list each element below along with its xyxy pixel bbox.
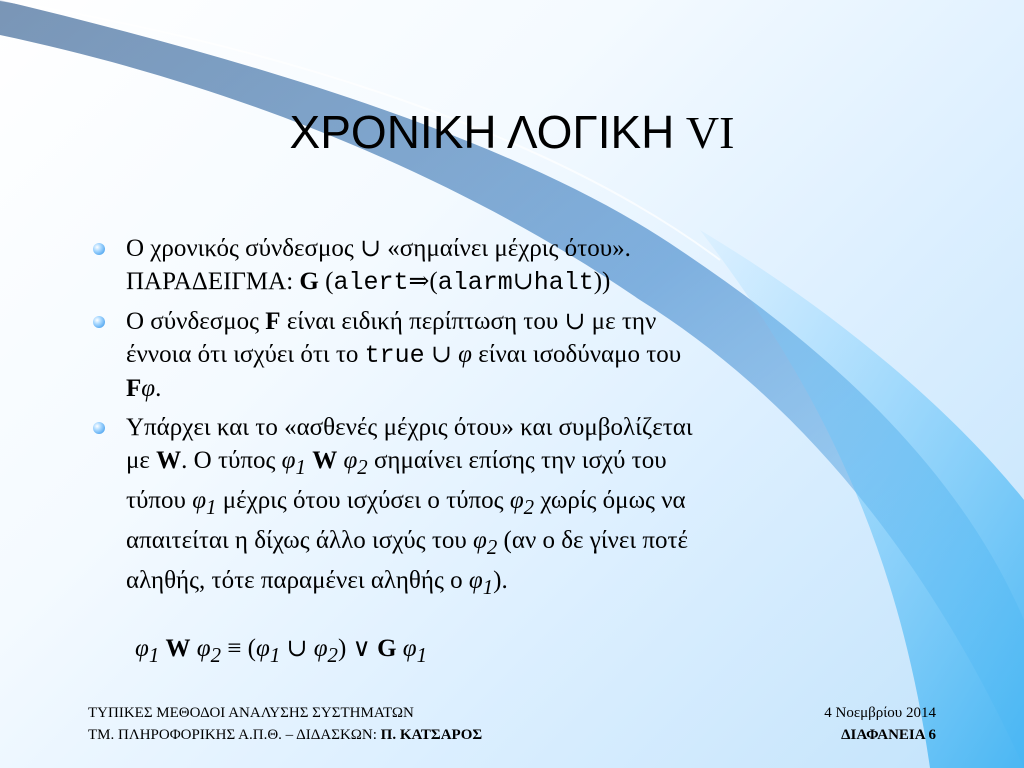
until-symbol: ∪ [512,268,534,295]
finally-operator: F [265,308,281,335]
var-halt: halt [533,268,594,297]
bullet-3-line-3: τύπου $\varphi_1$ μέχρις ότου ισχύσει ο τύπος $\varphi_2$ χωρίς όμως να [126,487,686,519]
bullet-3-line-1: Υπάρχει και το «ασθενές μέχρις ότου» και συμβολίζεται [126,414,693,441]
slide-number: ΔΙΑΦΑΝΕΙΑ 6 [841,727,936,743]
bullet-3-line-5: αληθής, τότε παραμένει αληθής ο $\varphi_1$). [126,567,508,599]
globally-operator: G [299,268,319,295]
slide-date: 4 Νοεμβρίου 2014 [824,705,936,721]
var-alarm: alarm [437,268,513,297]
bullet-list [88,232,918,610]
var-alert: alert [333,268,409,297]
slide-title-numeral: VI [685,107,735,158]
footer-left [88,702,482,746]
bullet-item-3 [88,411,918,604]
weak-until-formula: $\varphi_1$ W $\varphi_2 \equiv (\varphi_1$ ∪ $\varphi_2$) ∨ G $\varphi_1$ [135,635,428,667]
bullet-item-1 [88,232,918,299]
bullet-dot-icon [93,243,105,255]
department-line: ΤΜ. ΠΛΗΡΟΦΟΡΙΚΗΣ Α.Π.Θ. – ΔΙΔΑΣΚΩΝ: Π. ΚΑΤΣΑΡΟΣ [88,727,483,743]
footer-right [824,702,936,746]
weak-until-operator: W [156,447,182,474]
course-title: ΤΥΠΙΚΕΣ ΜΕΘΟΔΟΙ ΑΝΑΛΥΣΗΣ ΣΥΣΤΗΜΑΤΩΝ [88,705,414,721]
bullet-dot-icon [93,422,105,434]
bullet-2-line-1: Ο σύνδεσμος F είναι ειδική περίπτωση του ∪ με την [126,308,657,335]
bullet-2-line-3: Fφ. [126,375,162,402]
bullet-3-line-2: με W. Ο τύπος $\varphi_1$ W $\varphi_2$ σημαίνει επίσης την ισχύ του [126,447,667,479]
example-label: ΠΑΡΑΔΕΙΓΜΑ: [126,268,294,295]
or-symbol: ∨ [352,635,371,662]
bullet-1-example: ΠΑΡΑΔΕΙΓΜΑ: G (alert⇒(alarm∪halt)) [126,268,611,297]
equiv-symbol: ≡ [227,635,242,662]
slide-title [0,104,1024,161]
author-name: Π. ΚΑΤΣΑΡΟΣ [380,727,483,743]
slide-title-main: ΧΡΟΝΙΚΗ ΛΟΓΙΚΗ [289,106,675,158]
bullet-3-line-4: απαιτείται η δίχως άλλο ισχύς του $\varphi_2$ (αν ο δε γίνει ποτέ [126,527,689,559]
implies-symbol: ⇒ [408,268,430,295]
true-keyword: true [364,341,425,370]
bullet-item-2 [88,305,918,405]
bullet-2-line-2: έννοια ότι ισχύει ότι το true ∪ φ είναι ισοδύναμο του [126,341,682,370]
bullet-1-line-1: Ο χρονικός σύνδεσμος ∪ «σημαίνει μέχρις ότου». [126,235,631,262]
bullet-dot-icon [93,316,105,328]
